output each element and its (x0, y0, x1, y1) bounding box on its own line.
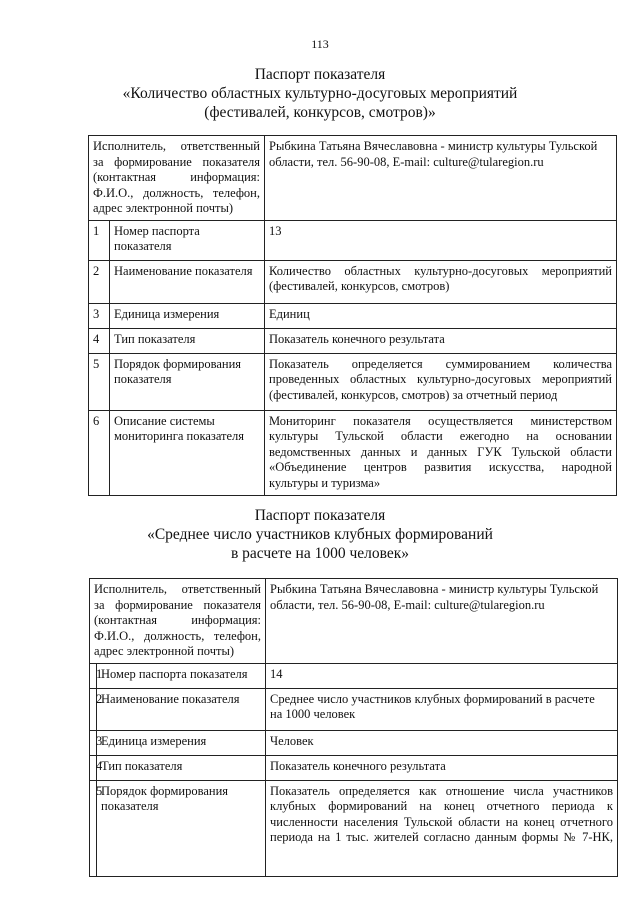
page-number: 113 (311, 37, 329, 51)
row-label: Наименование показателя (110, 260, 265, 303)
row-label: Номер паспорта показателя (97, 663, 266, 688)
table-row (90, 663, 618, 688)
passport-2-title (0, 506, 640, 563)
row-label: Описание системы мониторинга показателя (110, 410, 265, 495)
title-line: «Среднее число участников клубных формирований (147, 526, 493, 543)
row-label: Единица измерения (110, 303, 265, 328)
row-value: Показатель определяется как отношение числа участников клубных формирований на конец отчетного периода к численности населения Тульской области на конец отчетного периода на 1 тыс. жителей согласно данным формы № 7-НК, (266, 780, 618, 876)
row-label: Наименование показателя (97, 688, 266, 730)
row-value: Показатель определяется суммированием количества проведенных областных культурно-досуговых мероприятий (фестивалей, конкурсов, смотров) за отчетный период (265, 353, 617, 410)
title-line: (фестивалей, конкурсов, смотров)» (204, 104, 436, 121)
row-value: Человек (266, 730, 618, 755)
row-label: Порядок формирования показателя (110, 353, 265, 410)
table-row (89, 353, 617, 410)
row-number: 5 (90, 780, 97, 876)
executor-value: Рыбкина Татьяна Вячеславовна - министр культуры Тульской области, тел. 56-90-08, E-mail: culture@tularegion.ru (265, 136, 617, 221)
table-row (90, 780, 618, 876)
row-number: 3 (89, 303, 110, 328)
table-row (90, 730, 618, 755)
table-row (89, 328, 617, 353)
title-line: Паспорт показателя (254, 66, 386, 83)
row-value: 13 (265, 220, 617, 260)
executor-row (90, 579, 618, 664)
row-label: Тип показателя (110, 328, 265, 353)
row-value: Среднее число участников клубных формирований в расчете на 1000 человек (266, 688, 618, 730)
table-row (89, 220, 617, 260)
row-number: 4 (89, 328, 110, 353)
row-value: Мониторинг показателя осуществляется министерством культуры Тульской области ежегодно на основании ведомственных данных и данных ГУК Тульской области «Объединение центров развития искусства, народной культуры и туризма» (265, 410, 617, 495)
executor-label: Исполнитель, ответственный за формирование показателя (контактная информация: Ф.И.О., должность, телефон, адрес электронной почты) (90, 579, 266, 664)
table-row (90, 755, 618, 780)
table-row (89, 410, 617, 495)
table-row (89, 303, 617, 328)
table-row (90, 688, 618, 730)
passport-1-title (0, 65, 640, 122)
row-number: 4 (90, 755, 97, 780)
title-line: в расчете на 1000 человек» (230, 545, 410, 562)
row-number: 1 (89, 220, 110, 260)
row-label: Порядок формирования показателя (97, 780, 266, 876)
row-number: 3 (90, 730, 97, 755)
title-line: «Количество областных культурно-досуговых мероприятий (122, 85, 518, 102)
row-value: Количество областных культурно-досуговых мероприятий (фестивалей, конкурсов, смотров) (265, 260, 617, 303)
executor-row (89, 136, 617, 221)
row-number: 2 (89, 260, 110, 303)
row-value: 14 (266, 663, 618, 688)
passport-2-table (89, 578, 618, 877)
title-line: Паспорт показателя (254, 507, 386, 524)
row-value: Показатель конечного результата (266, 755, 618, 780)
row-label: Номер паспорта показателя (110, 220, 265, 260)
table-row (89, 260, 617, 303)
row-value: Показатель конечного результата (265, 328, 617, 353)
row-label: Тип показателя (97, 755, 266, 780)
passport-1-table (88, 135, 617, 496)
executor-value: Рыбкина Татьяна Вячеславовна - министр культуры Тульской области, тел. 56-90-08, E-mail: culture@tularegion.ru (266, 579, 618, 664)
row-value: Единиц (265, 303, 617, 328)
row-number: 6 (89, 410, 110, 495)
row-number: 1 (90, 663, 97, 688)
executor-label: Исполнитель, ответственный за формирование показателя (контактная информация: Ф.И.О., должность, телефон, адрес электронной почты) (89, 136, 265, 221)
row-label: Единица измерения (97, 730, 266, 755)
row-number: 2 (90, 688, 97, 730)
row-number: 5 (89, 353, 110, 410)
